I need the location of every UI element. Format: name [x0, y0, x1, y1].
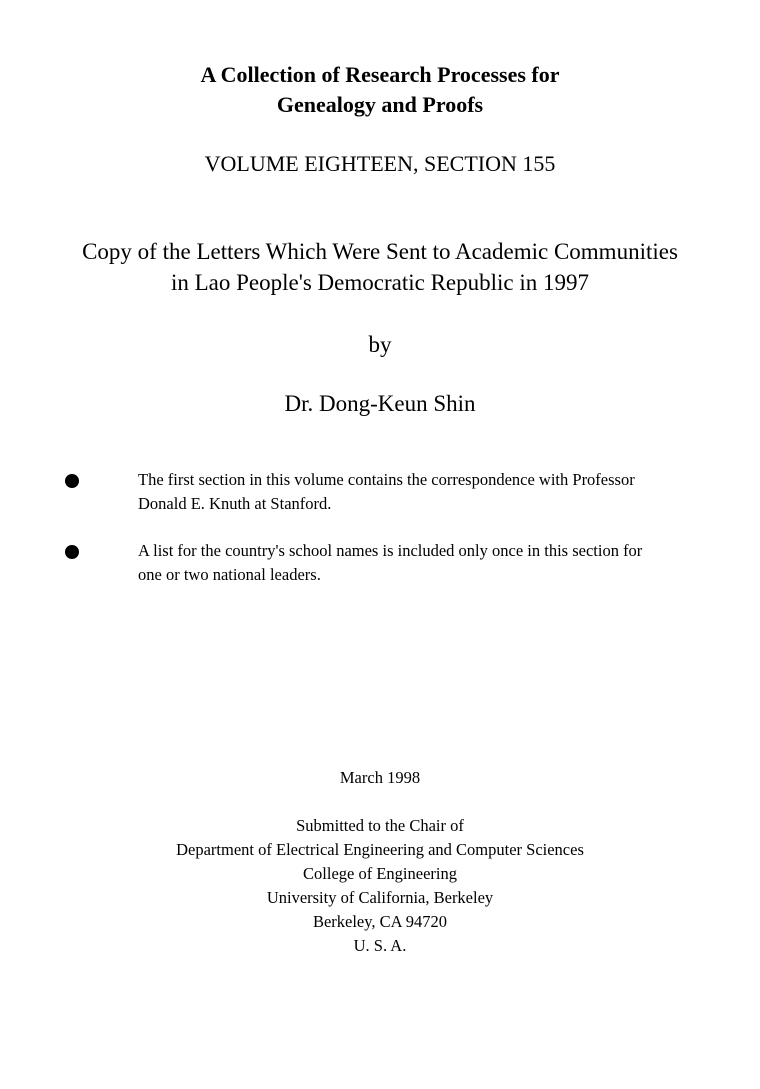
- title-line-1: A Collection of Research Processes for: [200, 62, 560, 87]
- title-line-2: Genealogy and Proofs: [276, 92, 484, 117]
- bullet-line-2: one or two national leaders.: [138, 565, 321, 584]
- bullet-line-2: Donald E. Knuth at Stanford.: [138, 494, 332, 513]
- bullet-dot-icon: [65, 545, 79, 559]
- city-line: Berkeley, CA 94720: [312, 912, 448, 931]
- college-line: College of Engineering: [303, 864, 457, 883]
- country-line: U. S. A.: [353, 936, 407, 955]
- author-name: Dr. Dong-Keun Shin: [284, 391, 476, 416]
- subject-line-1: Copy of the Letters Which Were Sent to Academic Communities: [82, 239, 678, 264]
- bullet-text: [138, 539, 718, 587]
- subject-line-2: in Lao People's Democratic Republic in 1997: [170, 270, 590, 295]
- publication-date: March 1998: [339, 768, 421, 787]
- bullet-line-1: A list for the country's school names is included only once in this section for: [138, 541, 643, 560]
- bullet-line-1: The first section in this volume contains the correspondence with Professor: [138, 470, 635, 489]
- department-line: Department of Electrical Engineering and Computer Sciences: [176, 840, 584, 859]
- by-label: by: [368, 332, 392, 357]
- submitted-to-line: Submitted to the Chair of: [296, 816, 464, 835]
- volume-section-heading: VOLUME EIGHTEEN, SECTION 155: [204, 151, 556, 176]
- bullet-dot-icon: [65, 474, 79, 488]
- university-line: University of California, Berkeley: [266, 888, 494, 907]
- bullet-text: [138, 468, 718, 516]
